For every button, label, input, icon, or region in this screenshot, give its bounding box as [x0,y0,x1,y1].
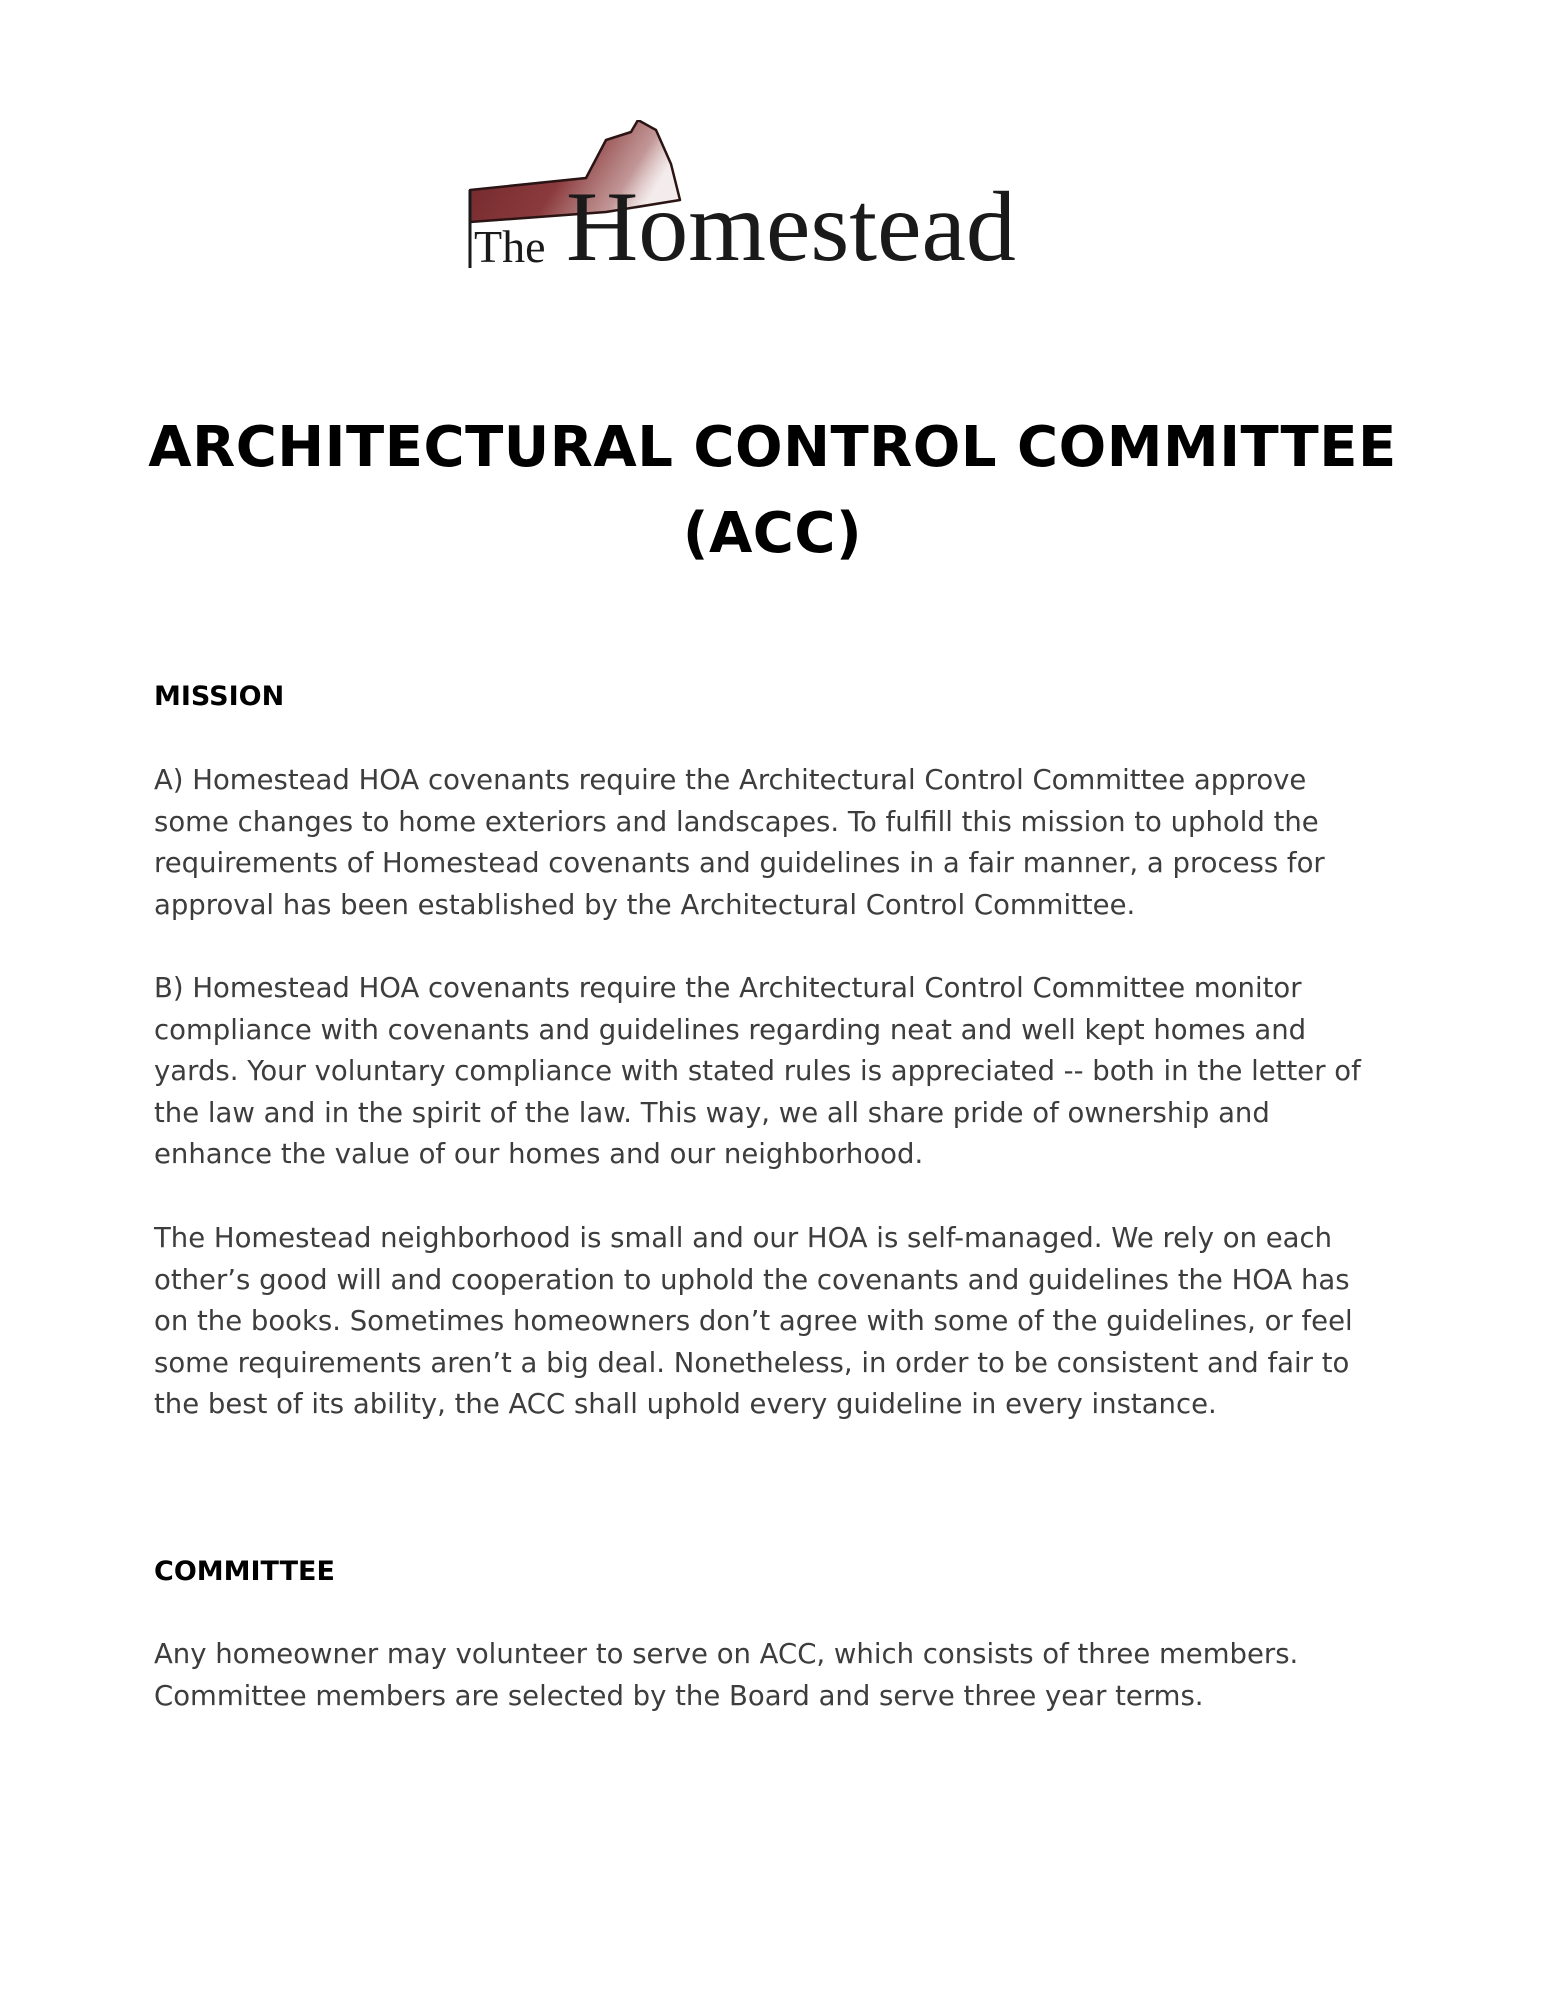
mission-a-line: requirements of Homestead covenants and guidelines in a fair manner, a process for [154,847,1325,880]
committee-line: Any homeowner may volunteer to serve on ACC, which consists of three members. [154,1638,1299,1670]
mission-b-line: the law and in the spirit of the law. This way, we all share pride of ownership and [154,1096,1270,1129]
mission-a-line: some changes to home exteriors and landscapes. To fulfill this mission to uphold the [154,805,1319,838]
page-title [100,405,1445,577]
committee-line: Committee members are selected by the Board and serve three year terms. [154,1679,1204,1712]
mission-b-line: enhance the value of our homes and our neighborhood. [154,1138,924,1171]
mission-paragraph-a [154,760,1404,926]
mission-c-line: the best of its ability, the ACC shall uphold every guideline in every instance. [154,1388,1217,1421]
page-title-line2: (ACC) [682,501,863,566]
mission-c-line: The Homestead neighborhood is small and our HOA is self-managed. We rely on each [154,1222,1333,1254]
mission-a-line: A) Homestead HOA covenants require the Architectural Control Committee approve [154,764,1307,796]
mission-c-line: on the books. Sometimes homeowners don’t agree with some of the guidelines, or feel [154,1305,1353,1338]
homestead-logo [466,120,1056,280]
mission-b-line: B) Homestead HOA covenants require the Architectural Control Committee monitor [154,972,1302,1004]
logo-large-text: Homestead [566,171,1016,280]
mission-b-line: yards. Your voluntary compliance with stated rules is appreciated -- both in the letter of [154,1055,1361,1088]
mission-b-line: compliance with covenants and guidelines regarding neat and well kept homes and [154,1013,1307,1046]
mission-a-line: approval has been established by the Architectural Control Committee. [154,888,1136,921]
mission-c-line: some requirements aren’t a big deal. Nonetheless, in order to be consistent and fair to [154,1346,1350,1379]
mission-paragraph-b [154,968,1404,1176]
committee-heading: COMMITTEE [154,1556,335,1587]
mission-heading: MISSION [154,681,285,712]
mission-c-line: other’s good will and cooperation to uphold the covenants and guidelines the HOA has [154,1263,1350,1296]
logo-small-text: The [474,221,546,272]
mission-paragraph-c [154,1218,1404,1426]
committee-paragraph [154,1634,1404,1717]
page-title-line1: ARCHITECTURAL CONTROL COMMITTEE [148,415,1397,480]
